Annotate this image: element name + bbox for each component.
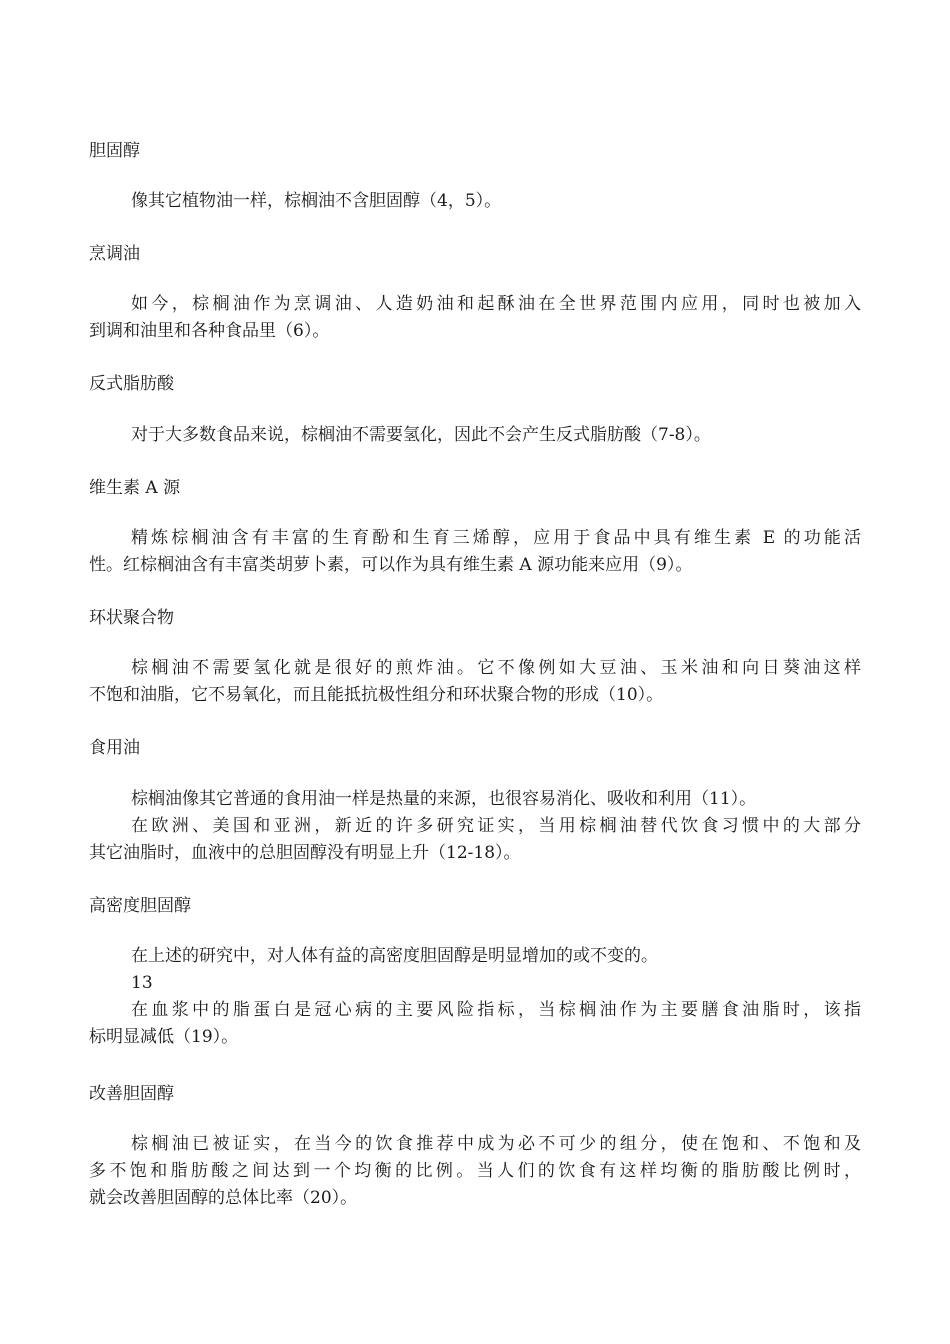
- section-heading-cyclic-polymers: 环状聚合物: [89, 608, 174, 628]
- page-number-fragment: 13: [131, 973, 153, 993]
- body-line: 性。红棕榈油含有丰富类胡萝卜素，可以作为具有维生素 A 源功能来应用（9）。: [89, 555, 693, 575]
- body-line: 其它油脂时，血液中的总胆固醇没有明显上升（12-18）。: [89, 843, 521, 863]
- body-line: 棕榈油像其它普通的食用油一样是热量的来源，也很容易消化、吸收和利用（11）。: [131, 789, 757, 809]
- section-heading-cooking-oil: 烹调油: [89, 244, 140, 264]
- section-body-cyclic-polymers: [89, 655, 861, 709]
- section-body-cooking-oil: [89, 291, 861, 345]
- section-heading-improve-cholesterol: 改善胆固醇: [89, 1084, 174, 1104]
- section-body-cholesterol: [89, 188, 861, 215]
- body-line: 如今，棕榈油作为烹调油、人造奶油和起酥油在全世界范围内应用，同时也被加入: [131, 294, 861, 314]
- section-heading-hdl: 高密度胆固醇: [89, 896, 191, 916]
- body-line: 在上述的研究中，对人体有益的高密度胆固醇是明显增加的或不变的。: [131, 946, 658, 966]
- section-heading-edible-oil: 食用油: [89, 738, 140, 758]
- body-line: 到调和油里和各种食品里（6）。: [89, 321, 330, 341]
- section-body-vitamin-a: [89, 525, 861, 579]
- section-body-improve-cholesterol: [89, 1131, 861, 1212]
- body-line: 多不饱和脂肪酸之间达到一个均衡的比例。当人们的饮食有这样均衡的脂肪酸比例时，: [89, 1161, 861, 1181]
- body-line: 像其它植物油一样，棕榈油不含胆固醇（4，5）。: [131, 191, 502, 211]
- body-line: 棕榈油不需要氢化就是很好的煎炸油。它不像例如大豆油、玉米油和向日葵油这样: [131, 658, 861, 678]
- body-line: 精炼棕榈油含有丰富的生育酚和生育三烯醇，应用于食品中具有维生素 E 的功能活: [131, 528, 861, 548]
- body-line: 标明显减低（19）。: [89, 1027, 239, 1047]
- section-heading-trans-fat: 反式脂肪酸: [89, 374, 174, 394]
- body-line: 在血浆中的脂蛋白是冠心病的主要风险指标，当棕榈油作为主要膳食油脂时，该指: [131, 1000, 861, 1020]
- section-body-hdl: [89, 943, 861, 1051]
- body-line: 在欧洲、美国和亚洲，新近的许多研究证实，当用棕榈油替代饮食习惯中的大部分: [131, 816, 861, 836]
- body-line: 棕榈油已被证实，在当今的饮食推荐中成为必不可少的组分，使在饱和、不饱和及: [131, 1134, 861, 1154]
- body-line: 对于大多数食品来说，棕榈油不需要氢化，因此不会产生反式脂肪酸（7-8）。: [131, 425, 711, 445]
- section-body-trans-fat: [89, 422, 861, 449]
- section-heading-vitamin-a: 维生素 A 源: [89, 478, 181, 498]
- section-heading-cholesterol: 胆固醇: [89, 141, 140, 161]
- body-line: 就会改善胆固醇的总体比率（20）。: [89, 1188, 358, 1208]
- section-body-edible-oil: [89, 786, 861, 867]
- body-line: 不饱和油脂，它不易氧化，而且能抵抗极性组分和环状聚合物的形成（10）。: [89, 685, 664, 705]
